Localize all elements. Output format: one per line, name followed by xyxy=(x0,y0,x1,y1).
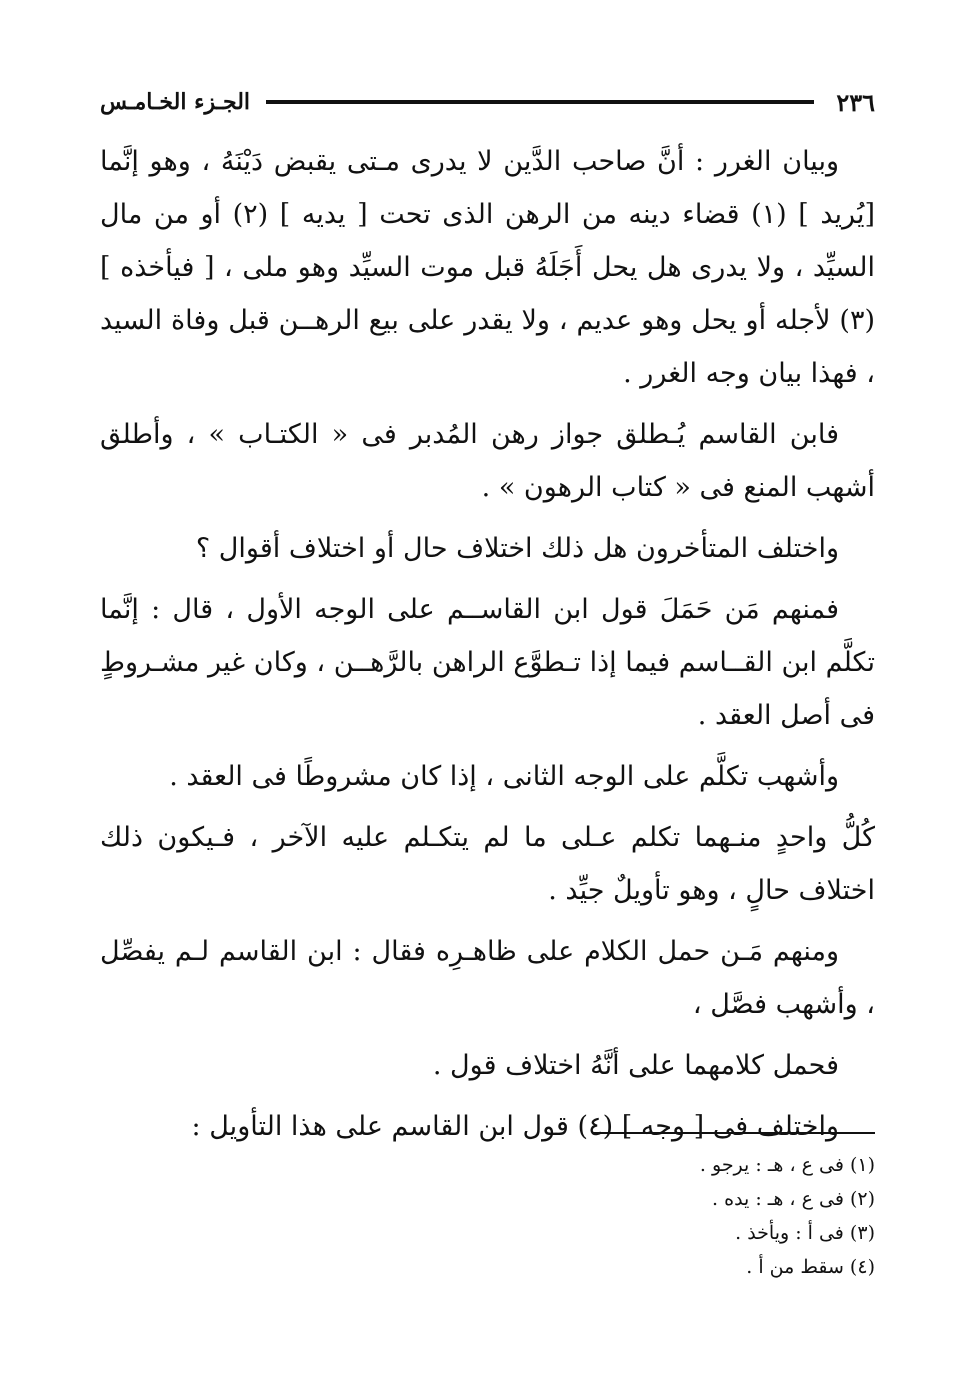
footnote: (٣) فى أ : ويأخذ . xyxy=(735,1222,875,1244)
paragraph: فابن القاسم يُـطلق جواز رهن المُدبر فى « الكتـاب » ، وأطلق أشهب المنع فى « كتاب الرهون » . xyxy=(100,419,875,503)
paragraph: فحمل كلامهما على أنَّهُ اختلاف قول . xyxy=(432,1050,839,1081)
footnote: (٢) فى ع ، هـ : يده . xyxy=(712,1188,875,1210)
paragraph: فمنهم مَن حَمَلَ قول ابن القاســم على الوجه الأول ، قال : إنَّما تكلَّم ابن القــاسم فيما إذا تـطوَّع الراهن بالرَّهــن ، وكان غير مشـروطٍ فى أصل العقد . xyxy=(100,594,875,731)
paragraph: واختلف فى [ وجه ] (٤) قول ابن القاسم على هذا التأويل : xyxy=(191,1111,839,1142)
footnote: (١) فى ع ، هـ : يرجو . xyxy=(699,1154,875,1176)
paragraph: ومنهم مَـن حمل الكلام على ظاهـرِه فقال : ابن القاسم لـم يفصِّل ، وأشهب فصَّل ، xyxy=(100,936,875,1020)
paragraph: واختلف المتأخرون هل ذلك اختلاف حال أو اختلاف أقوال ؟ xyxy=(195,533,839,564)
page-header xyxy=(100,84,875,120)
paragraph: وأشهب تكلَّم على الوجه الثانى ، إذا كان مشروطًا فى العقد . xyxy=(169,761,839,792)
footnote: (٤) سقط من أ . xyxy=(746,1256,875,1278)
footnotes xyxy=(560,1148,875,1284)
paragraph: كُلُّ واحدٍ منـهما تكلم عـلى ما لم يتكـلم عليه الآخر ، فـيكون ذلك اختلاف حالٍ ، وهو تأويلٌ جيِّد . xyxy=(100,822,875,906)
page-number: ٢٣٦ xyxy=(836,87,875,117)
main-text xyxy=(100,135,875,1161)
paragraph: وبيان الغرر : أنَّ صاحب الدَّين لا يدرى مـتى يقبض دَيْنَهُ ، وهو إنَّما [يُريد ] (١) قضاء دينه من الرهن الذى تحت [ يديه ] (٢) أو من مال السيِّد ، ولا يدرى هل يحل أَجَلَهُ قبل موت السيِّد وهو ملى ، [ فيأخذه ] (٣) لأجله أو يحل وهو عديم ، ولا يقدر على بيع الرهــن قبل وفاة السيد ، فهذا بيان وجه الغرر . xyxy=(100,146,875,389)
running-title: الجـزء الخـامـس xyxy=(100,89,251,115)
footnote-separator xyxy=(592,1132,875,1134)
header-rule xyxy=(266,100,814,104)
